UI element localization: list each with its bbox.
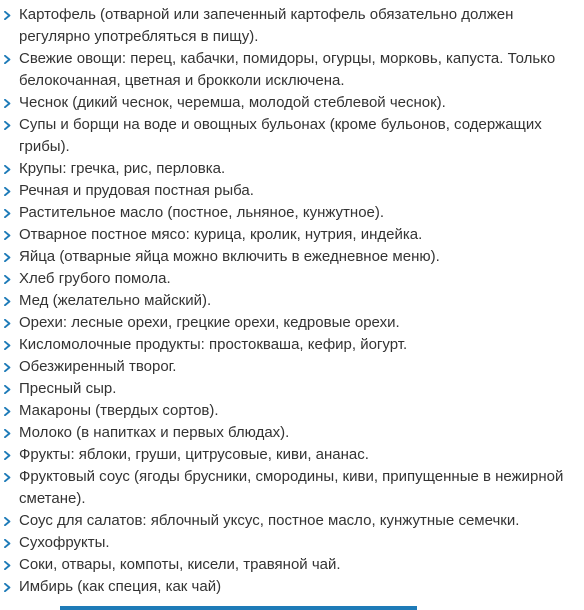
chevron-right-icon xyxy=(2,554,14,576)
list-item-text: Мед (желательно майский). xyxy=(19,292,212,309)
list-item xyxy=(0,444,584,466)
chevron-right-icon xyxy=(2,4,14,26)
list-item xyxy=(0,268,584,290)
list-item xyxy=(0,576,584,598)
list-item xyxy=(0,180,584,202)
list-item xyxy=(0,224,584,246)
chevron-right-icon xyxy=(2,466,14,488)
list-item-text: Соки, отвары, компоты, кисели, травяной чай. xyxy=(19,556,341,573)
chevron-right-icon xyxy=(2,400,14,422)
list-item-text: Супы и борщи на воде и овощных бульонах (кроме бульонов, содержащих грибы). xyxy=(19,116,542,155)
list-item xyxy=(0,378,584,400)
chevron-right-icon xyxy=(2,114,14,136)
list-item xyxy=(0,510,584,532)
list-item xyxy=(0,334,584,356)
list-item-text: Обезжиренный творог. xyxy=(19,358,177,375)
list-item xyxy=(0,48,584,92)
list-item xyxy=(0,290,584,312)
chevron-right-icon xyxy=(2,246,14,268)
chevron-right-icon xyxy=(2,202,14,224)
list-item xyxy=(0,4,584,48)
list-item-text: Свежие овощи: перец, кабачки, помидоры, огурцы, морковь, капуста. Только белокочанная, цветная и брокколи исключена. xyxy=(19,50,556,89)
chevron-right-icon xyxy=(2,422,14,444)
list-item xyxy=(0,114,584,158)
list-item-text: Сухофрукты. xyxy=(19,534,110,551)
list-item-text: Отварное постное мясо: курица, кролик, нутрия, индейка. xyxy=(19,226,423,243)
chevron-right-icon xyxy=(2,312,14,334)
list-item xyxy=(0,202,584,224)
list-item-text: Растительное масло (постное, льняное, кунжутное). xyxy=(19,204,385,221)
list-item xyxy=(0,532,584,554)
list-item-text: Орехи: лесные орехи, грецкие орехи, кедровые орехи. xyxy=(19,314,400,331)
list-item xyxy=(0,312,584,334)
list-item-text: Имбирь (как специя, как чай) xyxy=(19,578,222,595)
list-item-text: Кисломолочные продукты: простокваша, кефир, йогурт. xyxy=(19,336,408,353)
chevron-right-icon xyxy=(2,158,14,180)
chevron-right-icon xyxy=(2,378,14,400)
list-item xyxy=(0,554,584,576)
list-item-text: Крупы: гречка, рис, перловка. xyxy=(19,160,226,177)
chevron-right-icon xyxy=(2,92,14,114)
list-item-text: Чеснок (дикий чеснок, черемша, молодой стеблевой чеснок). xyxy=(19,94,446,111)
chevron-right-icon xyxy=(2,576,14,598)
chevron-right-icon xyxy=(2,334,14,356)
list-item-text: Яйца (отварные яйца можно включить в ежедневное меню). xyxy=(19,248,440,265)
bottom-divider xyxy=(60,606,417,610)
chevron-right-icon xyxy=(2,356,14,378)
list-item-text: Картофель (отварной или запеченный картофель обязательно должен регулярно употребляться в пищу). xyxy=(19,6,514,45)
chevron-right-icon xyxy=(2,532,14,554)
list-item-text: Соус для салатов: яблочный уксус, постное масло, кунжутные семечки. xyxy=(19,512,520,529)
list-item xyxy=(0,92,584,114)
list-item-text: Фрукты: яблоки, груши, цитрусовые, киви, ананас. xyxy=(19,446,369,463)
chevron-right-icon xyxy=(2,224,14,246)
list-item xyxy=(0,422,584,444)
list-item-text: Фруктовый соус (ягоды брусники, смородины, киви, припущенные в нежирной сметане). xyxy=(19,468,564,507)
list-item xyxy=(0,158,584,180)
list-item-text: Хлеб грубого помола. xyxy=(19,270,171,287)
chevron-right-icon xyxy=(2,290,14,312)
list-item xyxy=(0,356,584,378)
list-item xyxy=(0,466,584,510)
list-item-text: Пресный сыр. xyxy=(19,380,117,397)
chevron-right-icon xyxy=(2,268,14,290)
list-item-text: Речная и прудовая постная рыба. xyxy=(19,182,254,199)
list-item-text: Макароны (твердых сортов). xyxy=(19,402,219,419)
chevron-right-icon xyxy=(2,48,14,70)
list-item xyxy=(0,400,584,422)
list-item-text: Молоко (в напитках и первых блюдах). xyxy=(19,424,290,441)
list-item xyxy=(0,246,584,268)
chevron-right-icon xyxy=(2,510,14,532)
chevron-right-icon xyxy=(2,444,14,466)
chevron-right-icon xyxy=(2,180,14,202)
